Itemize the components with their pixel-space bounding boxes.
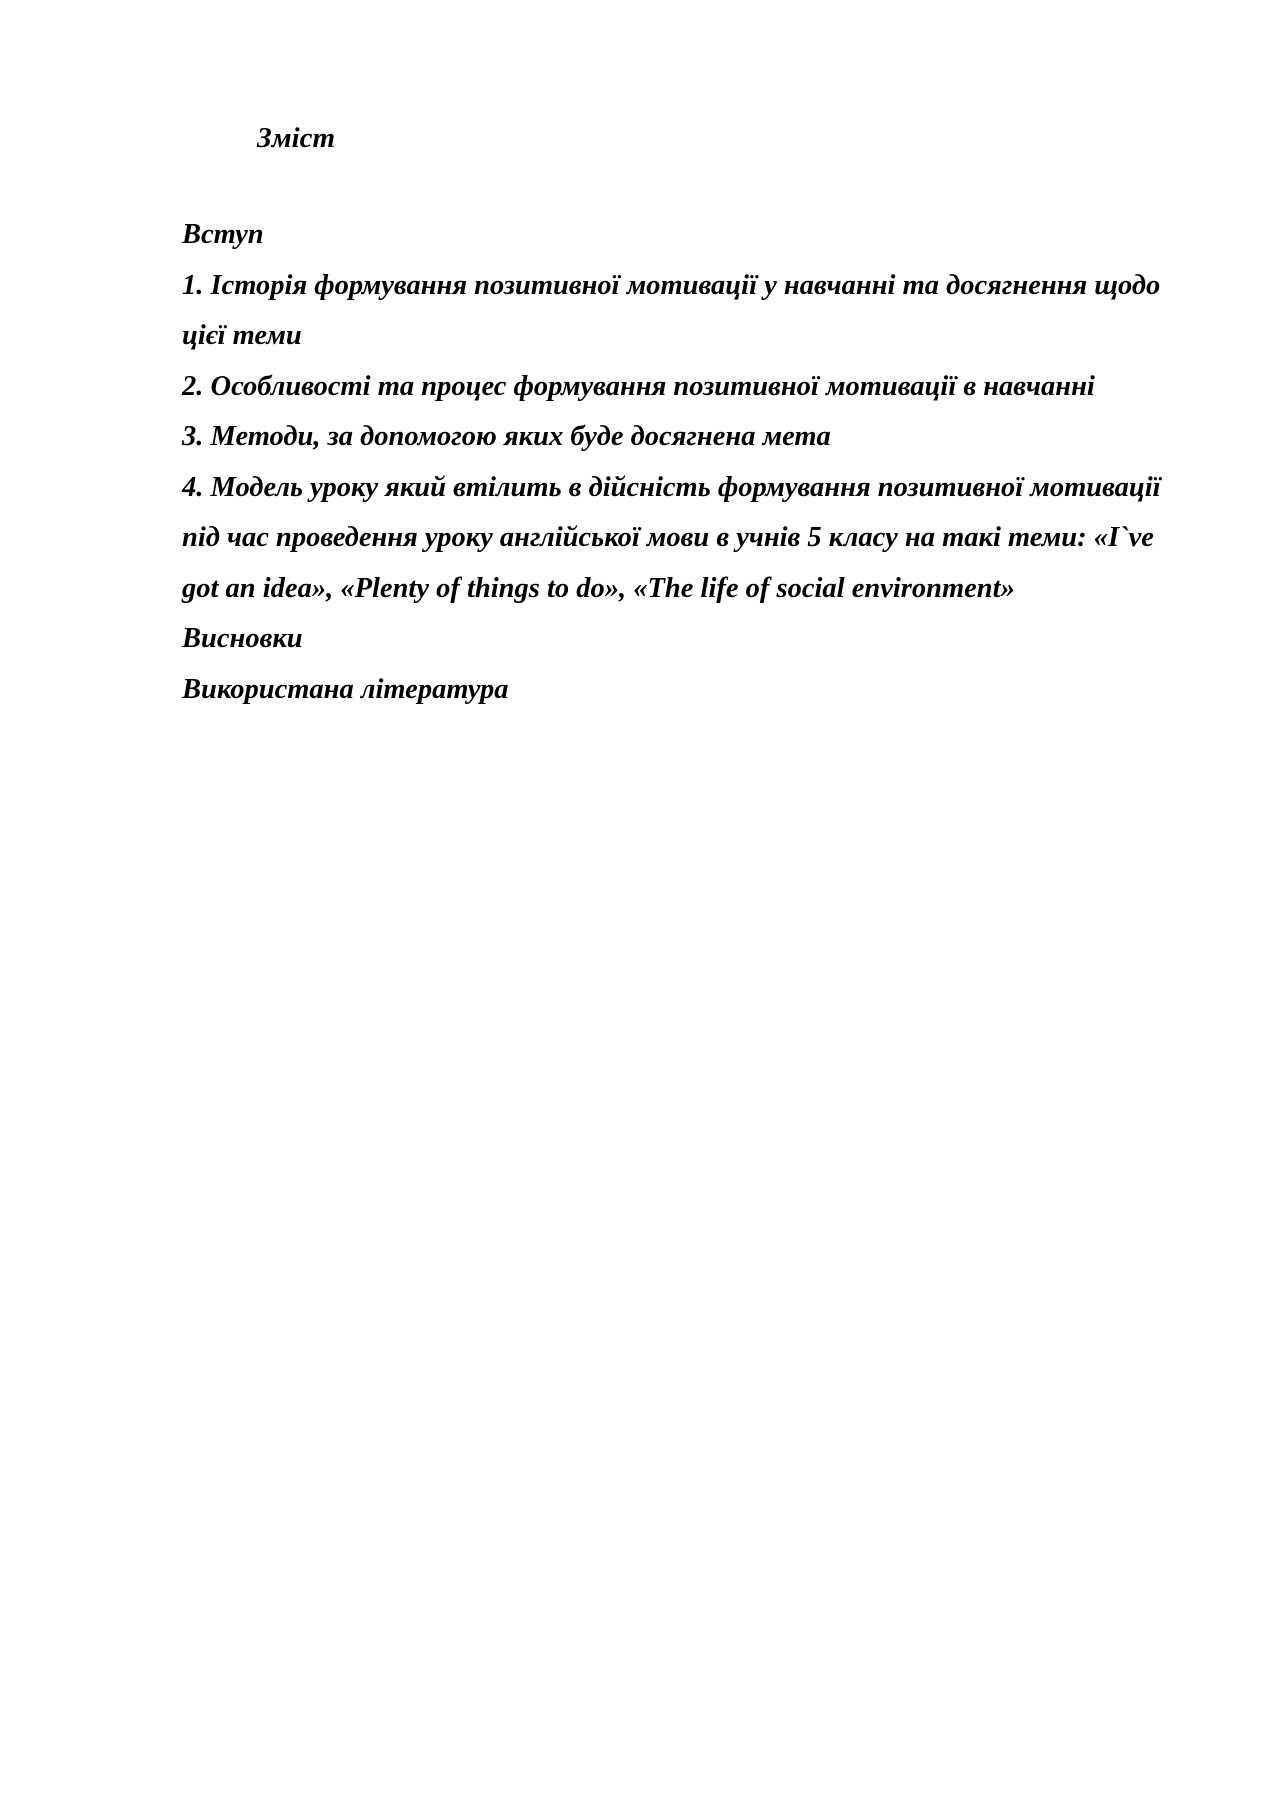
toc-entry-3: 3. Методи, за допомогою яких буде досягнена мета (182, 421, 831, 452)
toc-entry-4: 4. Модель уроку який втілить в дійсність формування позитивної мотивації під час проведення уроку англійської мови в учнів 5 класу на такі теми: «I`ve got an idea», «Plenty of things to do», «The life of social environment» (182, 471, 1161, 604)
toc-entry-1: 1. Історія формування позитивної мотивації у навчанні та досягнення щодо цієї теми (182, 269, 1161, 351)
toc-entry-introduction: Вступ (182, 219, 264, 250)
toc-entry-2: 2. Особливості та процес формування позитивної мотивації в навчанні (182, 370, 1095, 402)
toc-entry-references: Використана література (182, 673, 509, 705)
toc-entry-conclusions: Висновки (182, 623, 303, 654)
table-of-contents (182, 210, 1162, 715)
contents-heading: Зміст (257, 122, 336, 154)
